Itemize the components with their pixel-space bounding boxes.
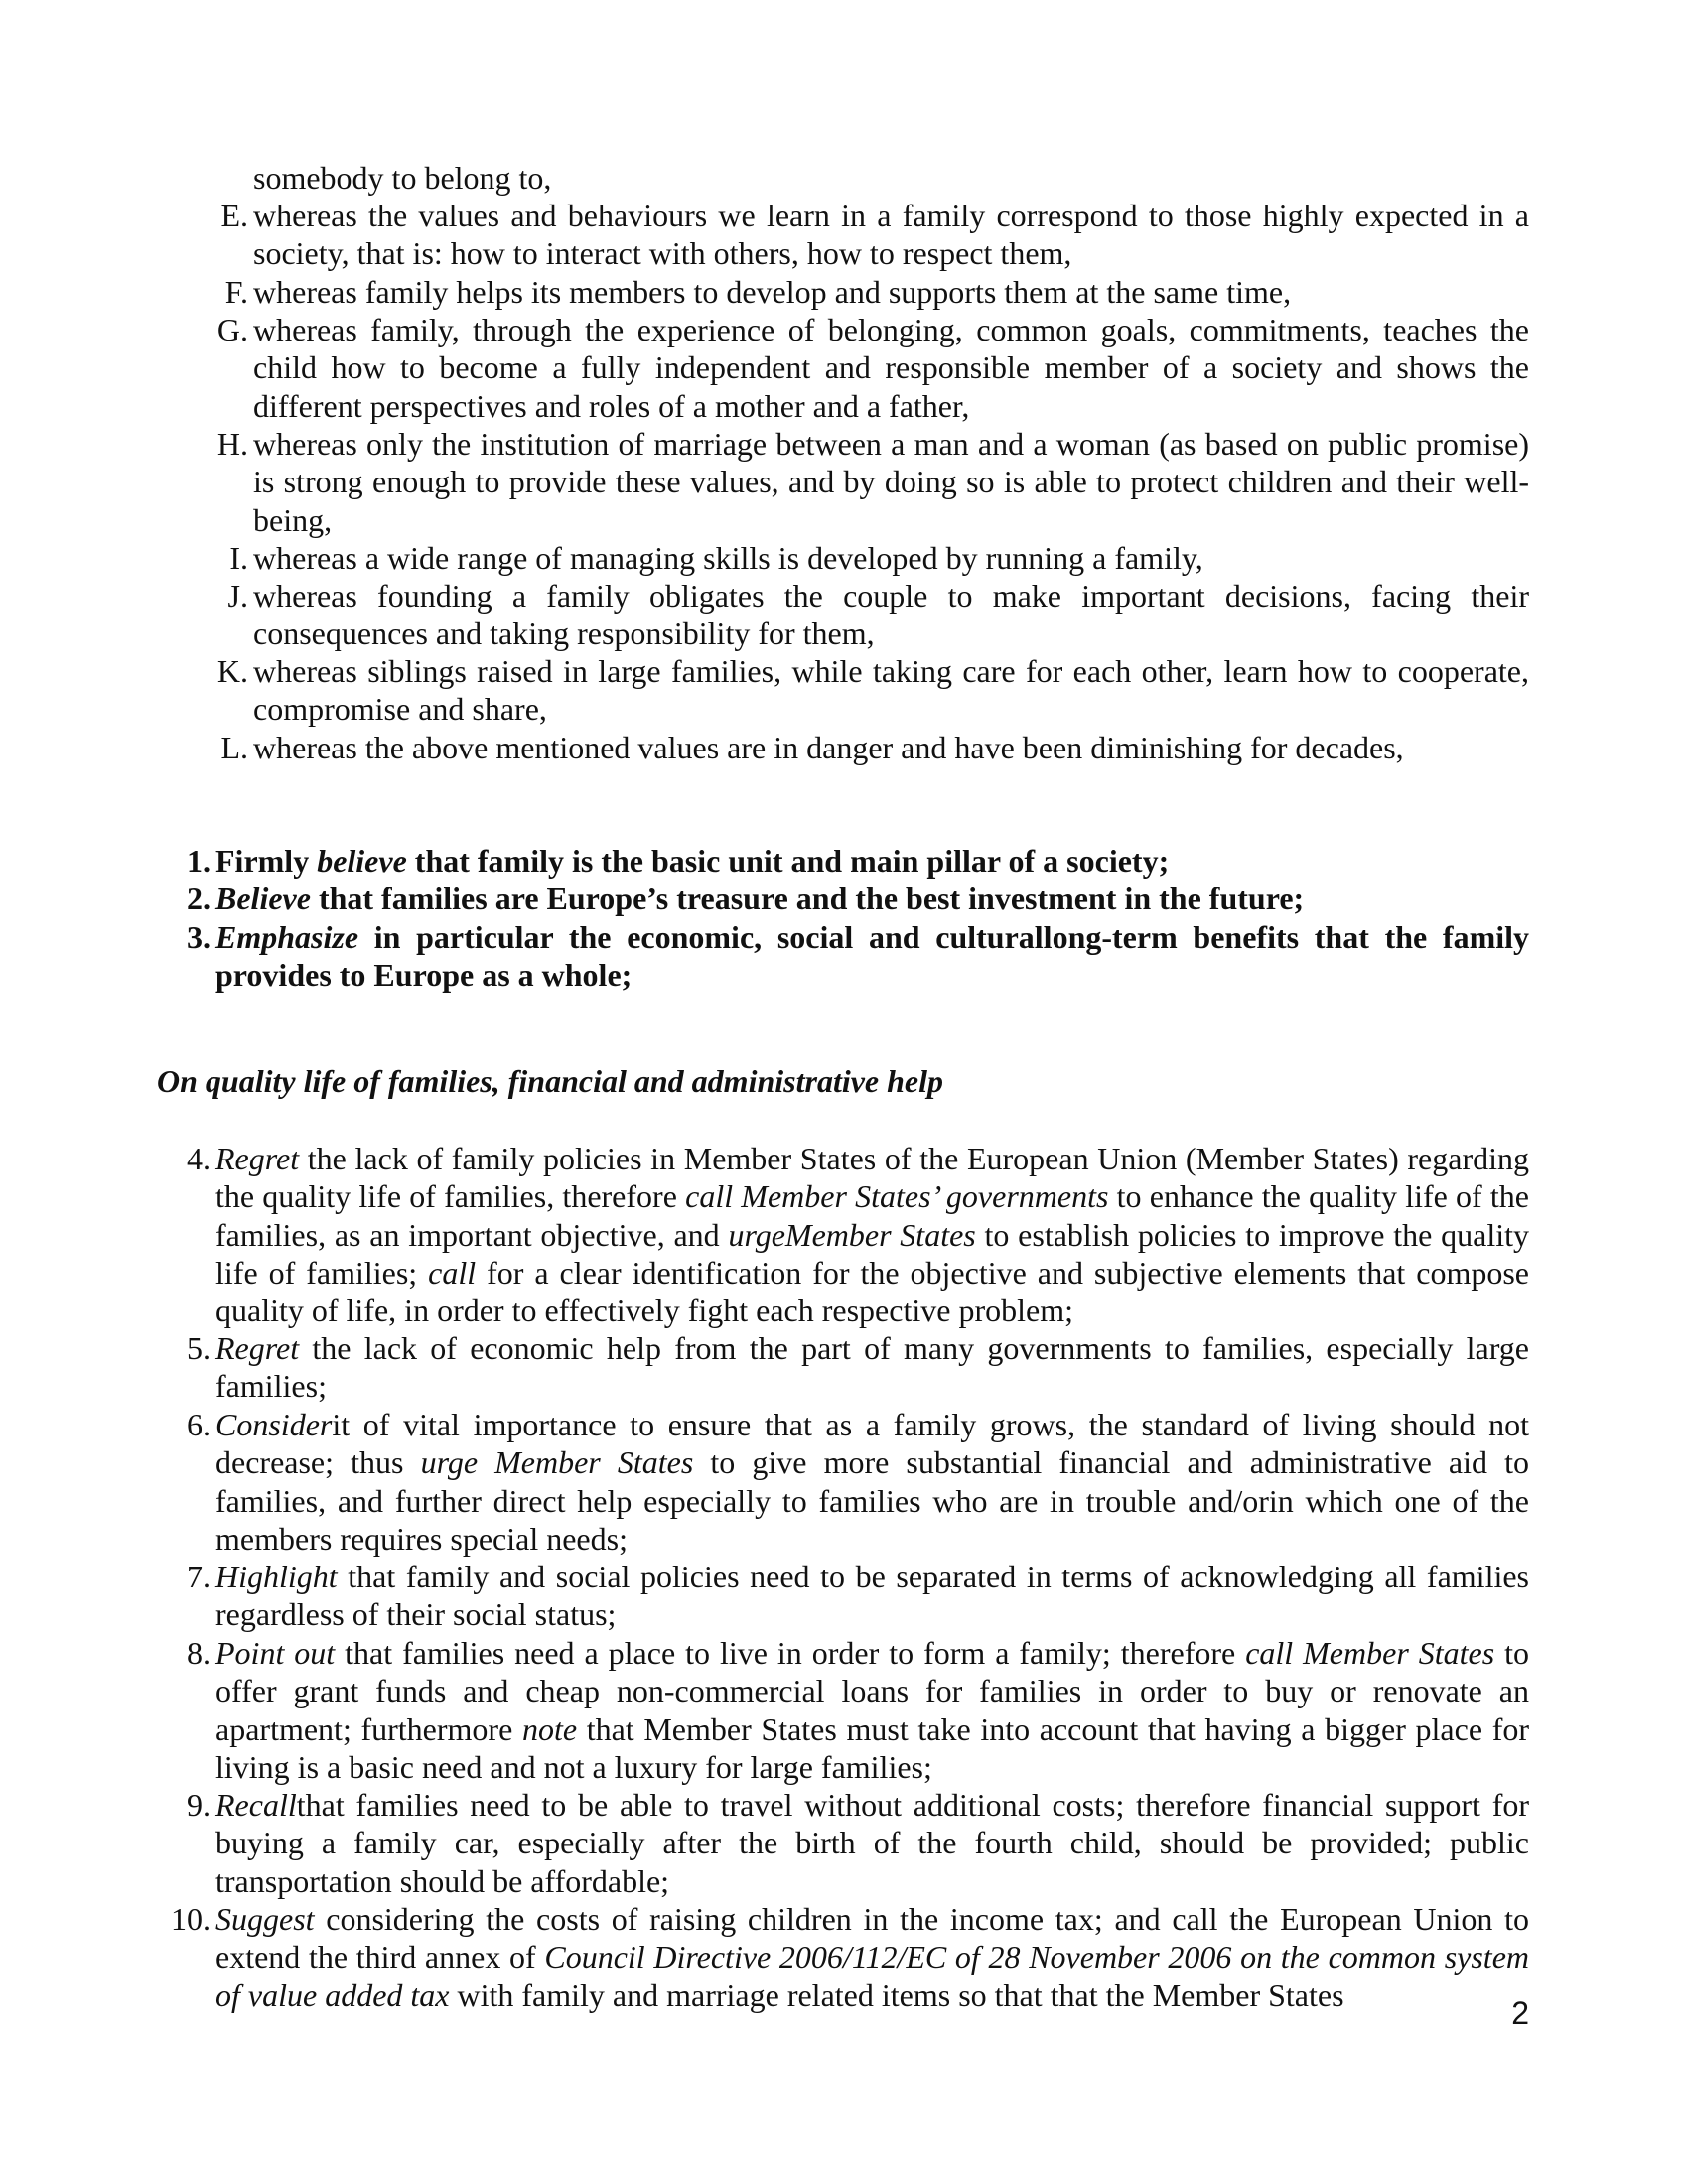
page-number: 2 — [1511, 1995, 1529, 2031]
clause-label: 5. — [187, 1330, 211, 1366]
clause-segment: to enhance the quality life of the families, as an important objective, and — [215, 1178, 1530, 1253]
clause-segment: that families need a place to live in order to form a family; therefore — [335, 1635, 1246, 1671]
recital-text: whereas only the institution of marriage between a man and a woman (as based on public promise) is strong enough to provide these values, and by doing so is able to protect children and their well-being, — [253, 426, 1529, 538]
clause-segment: to establish policies to improve the quality life of families; — [215, 1216, 1529, 1291]
clause-text — [215, 918, 1529, 995]
clause-text — [215, 1329, 1529, 1406]
clause-emphasis: Consider — [215, 1407, 333, 1442]
section-heading: On quality life of families, financial and administrative help — [157, 1063, 944, 1099]
clause-segment: that families need to be able to travel without additional costs; therefore financial support for buying a family car, especially after the birth of the fourth child, should be provided; public transportation should be affordable; — [215, 1787, 1529, 1899]
recital-label: F. — [224, 274, 248, 310]
clause-emphasis: call Member States — [1245, 1635, 1495, 1671]
recital-label: H. — [216, 426, 248, 462]
recital-label: I. — [229, 540, 248, 576]
clause-1 — [149, 842, 1529, 880]
clause-text — [215, 1786, 1529, 1900]
clause-emphasis: call Member States’ governments — [685, 1178, 1109, 1215]
recital-i — [149, 539, 1529, 577]
recital-label: L. — [220, 730, 248, 765]
clause-label: 9. — [187, 1787, 211, 1823]
clause-label: 6. — [187, 1407, 211, 1442]
clause-emphasis: Recall — [215, 1787, 297, 1823]
clause-4 — [149, 1140, 1529, 1329]
clause-8 — [149, 1634, 1529, 1786]
clause-verb: Emphasize — [215, 919, 359, 955]
clause-post: in particular the economic, social and culturallong-term benefits that the family provides to Europe as a whole; — [215, 919, 1529, 994]
clause-emphasis: Highlight — [215, 1559, 338, 1594]
recital-f — [149, 273, 1529, 311]
clause-emphasis: urge Member States — [420, 1444, 694, 1481]
clause-emphasis: note — [521, 1710, 578, 1747]
clause-6 — [149, 1406, 1529, 1558]
recital-text: whereas founding a family obligates the couple to make important decisions, facing their consequences and taking responsibility for them, — [253, 578, 1529, 652]
clause-text — [215, 880, 1529, 917]
recital-l — [149, 729, 1529, 766]
clause-label: 3. — [187, 919, 211, 955]
recital-continuation: somebody to belong to, — [253, 160, 552, 196]
clause-label: 1. — [187, 843, 211, 879]
clause-verb: Believe — [215, 881, 311, 916]
recital-text: whereas family, through the experience of belonging, common goals, commitments, teaches the child how to become a fully independent and responsible member of a society and shows the different perspectives and roles of a mother and a father, — [253, 312, 1529, 424]
clause-2 — [149, 880, 1529, 917]
clause-segment: the lack of family policies in Member States of the European Union (Member States) regarding the quality life of families, therefore — [215, 1141, 1529, 1215]
clause-3 — [149, 918, 1529, 995]
clause-segment: considering the costs of raising children in the income tax; and call the European Union to extend the third annex of — [215, 1901, 1529, 1976]
clause-label: 8. — [187, 1635, 211, 1671]
clause-emphasis: Council Directive 2006/112/EC of 28 November 2006 on the common system of value added tax — [215, 1939, 1530, 2013]
clause-9 — [149, 1786, 1529, 1900]
clause-segment: to offer grant funds and cheap non-commercial loans for families in order to buy or renovate an apartment; furthermore — [215, 1635, 1530, 1747]
recital-text: whereas the values and behaviours we learn in a family correspond to those highly expected in a society, that is: how to interact with others, how to respect them, — [253, 198, 1529, 272]
clause-segment: the lack of economic help from the part of many governments to families, especially large families; — [215, 1330, 1529, 1405]
clause-segment: with family and marriage related items so that that the Member States — [449, 1977, 1344, 2013]
clause-post: that family is the basic unit and main pillar of a society; — [406, 843, 1170, 879]
clause-10 — [149, 1900, 1529, 2014]
recital-h — [149, 425, 1529, 539]
clause-label: 10. — [171, 1901, 211, 1937]
recital-text: whereas siblings raised in large families, while taking care for each other, learn how to cooperate, compromise and share, — [253, 653, 1529, 728]
clause-label: 7. — [187, 1559, 211, 1594]
clause-verb: believe — [317, 843, 407, 879]
clause-segment: that family and social policies need to be separated in terms of acknowledging all families regardless of their social status; — [215, 1559, 1529, 1633]
clause-text — [215, 842, 1529, 880]
recital-e — [149, 197, 1529, 273]
clause-7 — [149, 1558, 1529, 1634]
clause-text — [215, 1140, 1529, 1329]
clause-text — [215, 1634, 1529, 1786]
clause-pre: Firmly — [215, 843, 318, 879]
clause-label: 4. — [187, 1141, 211, 1176]
recital-j — [149, 577, 1529, 653]
recital-label: E. — [220, 198, 248, 233]
clause-segment: to give more substantial financial and administrative aid to families, and further direct help especially to families who are in trouble and/orin which one of the members requires special needs; — [215, 1444, 1530, 1557]
clause-segment: that Member States must take into account that having a bigger place for living is a basic need and not a luxury for large families; — [215, 1710, 1530, 1785]
recital-text: whereas the above mentioned values are in danger and have been diminishing for decades, — [253, 730, 1404, 765]
recital-g — [149, 311, 1529, 425]
recital-k — [149, 652, 1529, 729]
clause-text — [215, 1558, 1529, 1634]
clause-emphasis: Suggest — [215, 1901, 315, 1937]
clause-5 — [149, 1329, 1529, 1406]
recital-text: whereas family helps its members to develop and supports them at the same time, — [253, 274, 1292, 310]
clause-emphasis: Point out — [215, 1635, 336, 1671]
recital-label: K. — [216, 653, 248, 689]
clause-segment: it of vital importance to ensure that as a family grows, the standard of living should not decrease; thus — [215, 1407, 1529, 1481]
clause-emphasis: Regret — [215, 1141, 300, 1176]
recital-text: whereas a wide range of managing skills is developed by running a family, — [253, 540, 1203, 576]
clause-post: that families are Europe’s treasure and the best investment in the future; — [310, 881, 1305, 916]
clause-label: 2. — [187, 881, 211, 916]
recital-label: J. — [227, 578, 248, 614]
clause-segment: for a clear identification for the objective and subjective elements that compose quality of life, in order to effectively fight each respective problem; — [215, 1254, 1529, 1329]
clause-text — [215, 1406, 1529, 1558]
clause-text — [215, 1900, 1529, 2014]
recital-label: G. — [216, 312, 248, 347]
clause-emphasis: urgeMember States — [728, 1216, 976, 1253]
clause-emphasis: call — [428, 1254, 477, 1291]
clause-emphasis: Regret — [215, 1330, 300, 1366]
